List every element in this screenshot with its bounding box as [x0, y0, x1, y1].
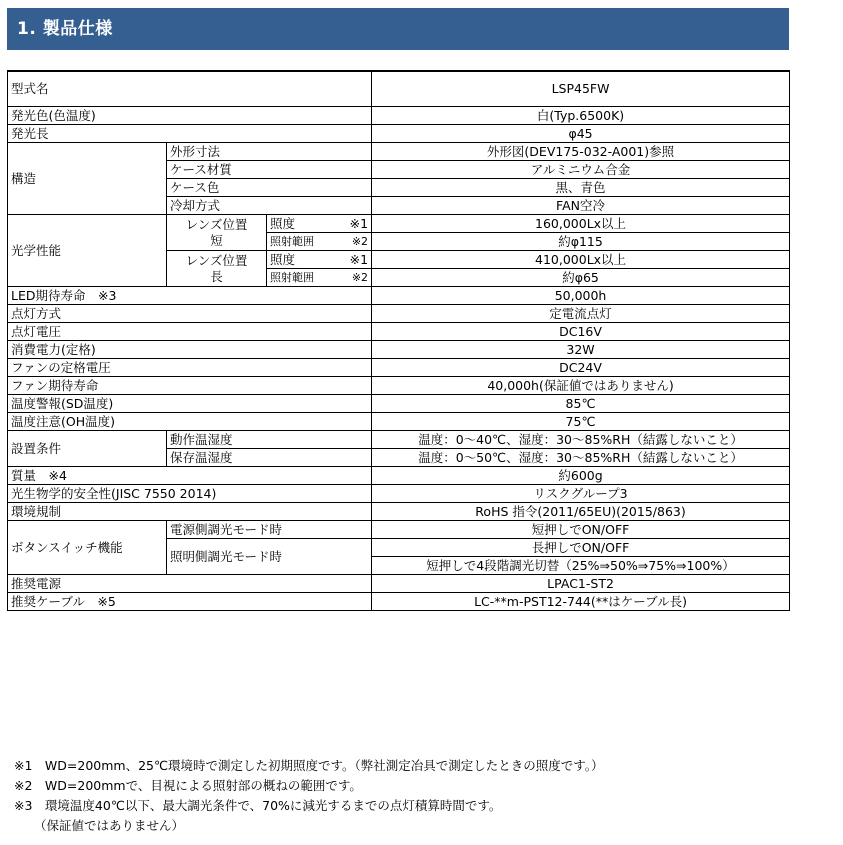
table-row: [8, 287, 790, 305]
illum-note: ※1: [349, 215, 369, 231]
illum-label: 照度: [270, 215, 296, 231]
illum-label: 照度: [270, 251, 296, 267]
row-value-length: φ45: [372, 125, 790, 143]
illum-label-short: [267, 215, 372, 233]
row-label-cable: 推奨ケーブル ※5: [8, 593, 372, 611]
table-row: [8, 377, 790, 395]
sub-label-operating: 動作温湿度: [167, 431, 372, 449]
table-row: [8, 107, 790, 125]
table-row: [8, 359, 790, 377]
table-row: [8, 503, 790, 521]
row-label-sd-temp: 温度警報(SD温度): [8, 395, 372, 413]
range-note: ※2: [351, 234, 369, 248]
footnote-3: ※3 環境温度40℃以下、最大調光条件で、70%に減光するまでの点灯積算時間です。: [14, 798, 502, 813]
sub-label-material: ケース材質: [167, 161, 372, 179]
sub-label-case-color: ケース色: [167, 179, 372, 197]
table-row: [8, 71, 790, 107]
sub-value-light-side-2: 短押しで4段階調光切替（25%⇒50%⇒75%⇒100%）: [372, 557, 790, 575]
row-value-model: LSP45FW: [372, 71, 790, 107]
range-label-short: [267, 233, 372, 251]
lens-short-line2: 短: [210, 232, 223, 248]
lens-position-short: [167, 215, 267, 251]
row-label-environment: 環境規制: [8, 503, 372, 521]
table-row: [8, 215, 790, 233]
sub-value-cooling: FAN空冷: [372, 197, 790, 215]
row-value-power: 32W: [372, 341, 790, 359]
illum-value-short: 160,000Lx以上: [372, 215, 790, 233]
row-label-length: 発光長: [8, 125, 372, 143]
row-label-mass: 質量 ※4: [8, 467, 372, 485]
sub-value-light-side-1: 長押しでON/OFF: [372, 539, 790, 557]
row-value-photobio: リスクグループ3: [372, 485, 790, 503]
table-row: [8, 575, 790, 593]
row-label-model: 型式名: [8, 71, 372, 107]
group-label-optical: 光学性能: [8, 215, 167, 287]
group-label-structure: 構造: [8, 143, 167, 215]
table-row: [8, 323, 790, 341]
row-value-mass: 約600g: [372, 467, 790, 485]
row-value-oh-temp: 75℃: [372, 413, 790, 431]
row-value-environment: RoHS 指令(2011/65EU)(2015/863): [372, 503, 790, 521]
table-row: [8, 521, 790, 539]
table-row: [8, 125, 790, 143]
row-value-color: 白(Typ.6500K): [372, 107, 790, 125]
table-row: [8, 395, 790, 413]
sub-value-dims: 外形図(DEV175-032-A001)参照: [372, 143, 790, 161]
table-row: [8, 341, 790, 359]
row-label-color: 発光色(色温度): [8, 107, 372, 125]
group-label-button: ボタンスイッチ機能: [8, 521, 167, 575]
table-row: [8, 467, 790, 485]
footnote-1: ※1 WD=200mm、25℃環境時で測定した初期照度です。（弊社測定冶具で測定したときの照度です。）: [14, 758, 604, 773]
row-label-fan-voltage: ファンの定格電圧: [8, 359, 372, 377]
row-value-fan-life: 40,000h(保証値ではありません): [372, 377, 790, 395]
illum-label-long: [267, 251, 372, 269]
range-label-long: [267, 269, 372, 287]
row-value-cable: LC-**m-PST12-744(**はケーブル長): [372, 593, 790, 611]
illum-note: ※1: [349, 251, 369, 267]
sub-value-operating: 温度：0～40℃、湿度：30～85%RH（結露しないこと）: [372, 431, 790, 449]
range-note: ※2: [351, 270, 369, 284]
row-value-psu: LPAC1-ST2: [372, 575, 790, 593]
row-label-lighting: 点灯方式: [8, 305, 372, 323]
row-value-sd-temp: 85℃: [372, 395, 790, 413]
sub-value-storage: 温度：0～50℃、湿度：30～85%RH（結露しないこと）: [372, 449, 790, 467]
footnote-3-continued: （保証値ではありません）: [34, 818, 185, 833]
row-label-led-life: LED期待寿命 ※3: [8, 287, 372, 305]
sub-value-power-side: 短押しでON/OFF: [372, 521, 790, 539]
footnote-2: ※2 WD=200mmで、目視による照射部の概ねの範囲です。: [14, 778, 362, 793]
table-row: [8, 485, 790, 503]
sub-label-light-side: 照明側調光モード時: [167, 539, 372, 575]
sub-label-power-side: 電源側調光モード時: [167, 521, 372, 539]
table-row: [8, 143, 790, 161]
sub-label-cooling: 冷却方式: [167, 197, 372, 215]
row-label-fan-life: ファン期待寿命: [8, 377, 372, 395]
sub-value-case-color: 黒、青色: [372, 179, 790, 197]
table-row: [8, 431, 790, 449]
row-label-voltage: 点灯電圧: [8, 323, 372, 341]
row-value-lighting: 定電流点灯: [372, 305, 790, 323]
sub-label-storage: 保存温湿度: [167, 449, 372, 467]
illum-value-long: 410,000Lx以上: [372, 251, 790, 269]
section-title: 1. 製品仕様: [7, 8, 789, 50]
spec-table: [7, 70, 790, 611]
row-label-psu: 推奨電源: [8, 575, 372, 593]
lens-position-long: [167, 251, 267, 287]
row-label-oh-temp: 温度注意(OH温度): [8, 413, 372, 431]
row-value-voltage: DC16V: [372, 323, 790, 341]
table-row: [8, 305, 790, 323]
row-label-photobio: 光生物学的安全性(JISC 7550 2014): [8, 485, 372, 503]
lens-short-line1: レンズ位置: [185, 216, 248, 232]
sub-value-material: アルミニウム合金: [372, 161, 790, 179]
lens-long-line1: レンズ位置: [185, 252, 248, 268]
table-row: [8, 593, 790, 611]
row-value-fan-voltage: DC24V: [372, 359, 790, 377]
lens-long-line2: 長: [210, 268, 223, 284]
range-label: 照射範囲: [270, 270, 314, 284]
row-label-power: 消費電力(定格): [8, 341, 372, 359]
table-row: [8, 413, 790, 431]
footnotes: [14, 756, 814, 836]
range-value-long: 約φ65: [372, 269, 790, 287]
range-label: 照射範囲: [270, 234, 314, 248]
row-value-led-life: 50,000h: [372, 287, 790, 305]
sub-label-dims: 外形寸法: [167, 143, 372, 161]
group-label-install: 設置条件: [8, 431, 167, 467]
range-value-short: 約φ115: [372, 233, 790, 251]
